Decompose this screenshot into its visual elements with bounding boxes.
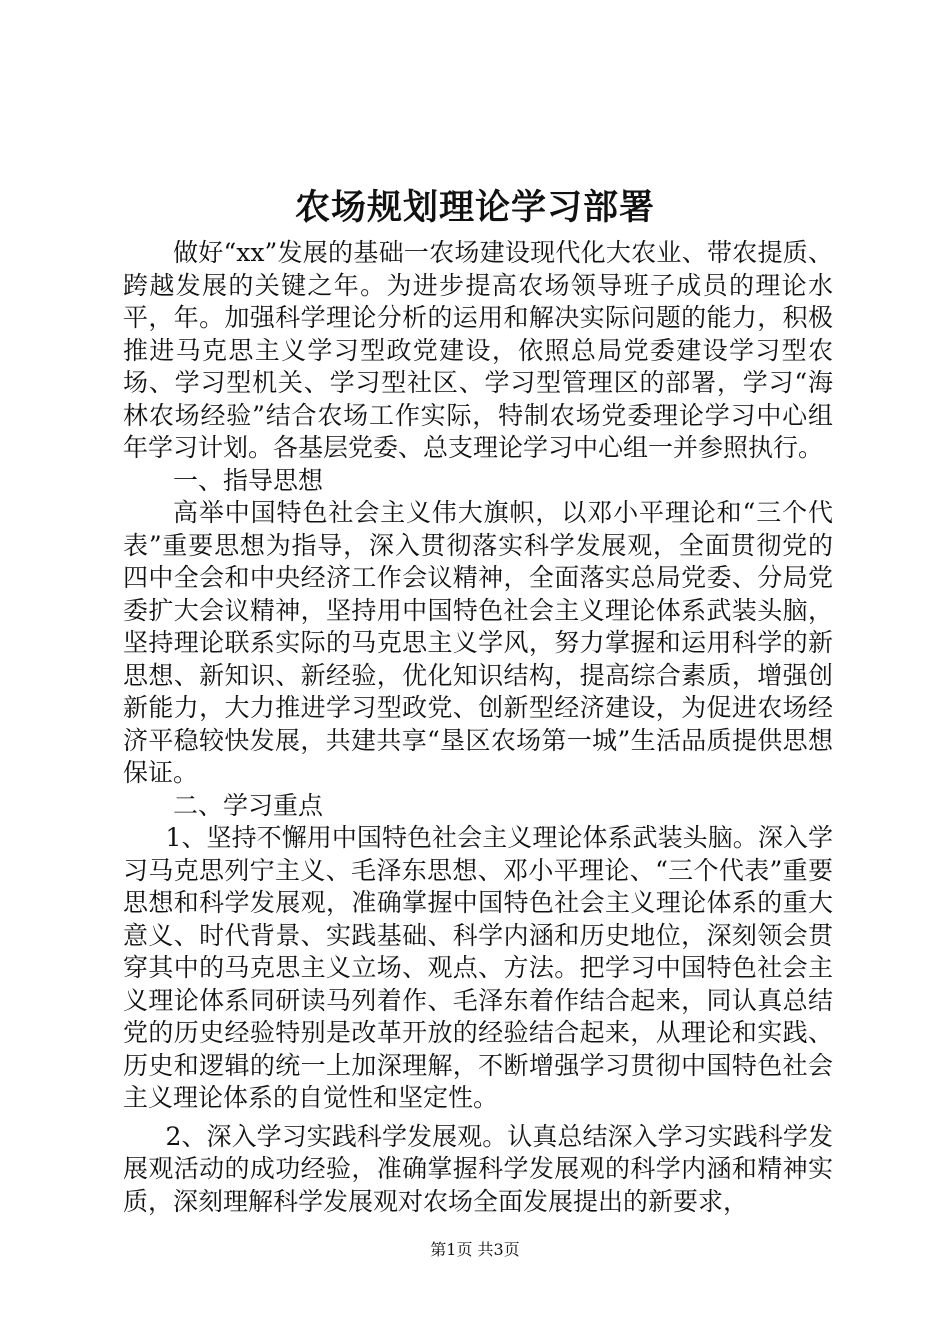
study-focus-item-2: 2、深入学习实践科学发展观。认真总结深入学习实践科学发展观活动的成功经验，准确掌握科学发展观的科学内涵和精神实质，深刻理解科学发展观对农场全面发展提出的新要求，: [123, 1121, 833, 1216]
page-footer: 第1页 共3页: [430, 1240, 520, 1259]
section-heading-study-focus: 二、学习重点: [173, 790, 324, 820]
study-focus-item-1: 1、坚持不懈用中国特色社会主义理论体系武装头脑。深入学习马克思列宁主义、毛泽东思想、邓小平理论、“三个代表”重要思想和科学发展观，准确掌握中国特色社会主义理论体系的重大意义、时代背景、实践基础、科学内涵和历史地位，深刻领会贯穿其中的马克思主义立场、观点、方法。把学习中国特色社会主义理论体系同研读马列着作、毛泽东着作结合起来，同认真总结党的历史经验特别是改革开放的经验结合起来，从理论和实践、历史和逻辑的统一上加深理解，不断增强学习贯彻中国特色社会主义理论体系的自觉性和坚定性。: [123, 823, 833, 1112]
intro-paragraph: 做好“xx”发展的基础一农场建设现代化大农业、带农提质、跨越发展的关键之年。为进步提高农场领导班子成员的理论水平，年。加强科学理论分析的运用和解决实际问题的能力，积极推进马克思主义学习型政党建设，依照总局党委建设学习型农场、学习型机关、学习型社区、学习型管理区的部署，学习“海林农场经验”结合农场工作实际，特制农场党委理论学习中心组年学习计划。各基层党委、总支理论学习中心组一并参照执行。: [123, 238, 833, 462]
section-heading-guiding-ideology: 一、指导思想: [173, 465, 324, 495]
document-body: [123, 237, 833, 1218]
guiding-ideology-paragraph: 高举中国特色社会主义伟大旗帜，以邓小平理论和“三个代表”重要思想为指导，深入贯彻落实科学发展观，全面贯彻党的四中全会和中央经济工作会议精神，全面落实总局党委、分局党委扩大会议精神，坚持用中国特色社会主义理论体系武装头脑，坚持理论联系实际的马克思主义学风，努力掌握和运用科学的新思想、新知识、新经验，优化知识结构，提高综合素质，增强创新能力，大力推进学习型政党、创新型经济建设，为促进农场经济平稳较快发展，共建共享“垦区农场第一城”生活品质提供思想保证。: [123, 498, 833, 787]
document-title: 农场规划理论学习部署: [294, 187, 655, 228]
